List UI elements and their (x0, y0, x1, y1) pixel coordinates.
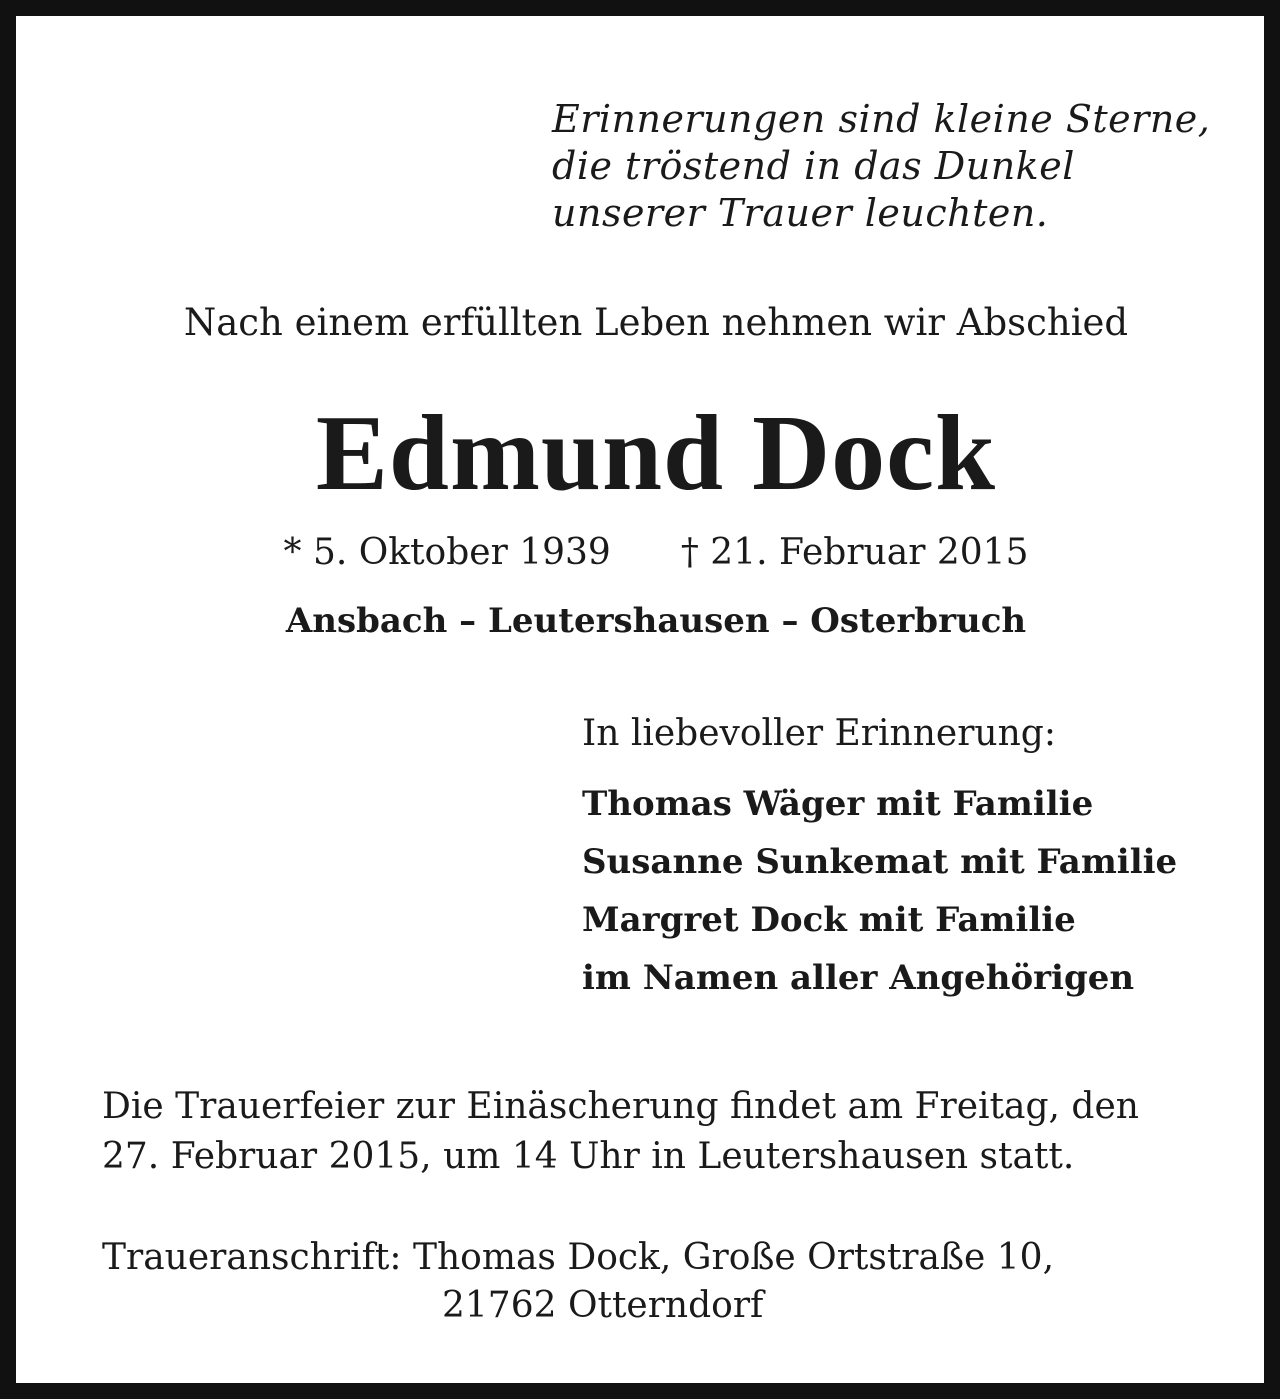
quote-line: Erinnerungen sind kleine Sterne, (552, 97, 1211, 141)
quote-line: die tröstend in das Dunkel (552, 144, 1075, 188)
farewell-intro: Nach einem erfüllten Leben nehmen wir Abschied (183, 301, 1129, 344)
ceremony-line: Die Trauerfeier zur Einäscherung findet am Freitag, den (102, 1086, 1139, 1127)
mourner-entry: im Namen aller Angehörigen (582, 958, 1135, 998)
mourners-list (582, 775, 1177, 1007)
address-label: Traueranschrift: (102, 1237, 402, 1278)
deceased-name: Edmund Dock (315, 394, 997, 513)
address-line-2: 21762 Otterndorf (442, 1285, 764, 1326)
birth-date: * 5. Oktober 1939 (283, 532, 611, 573)
death-date: † 21. Februar 2015 (680, 532, 1029, 573)
memorial-quote (552, 96, 1210, 237)
mourner-entry: Margret Dock mit Familie (582, 900, 1076, 940)
quote-line: unserer Trauer leuchten. (552, 191, 1049, 235)
places-of-life: Ansbach – Leutershausen – Osterbruch (285, 601, 1027, 641)
ceremony-details (102, 1082, 1139, 1182)
mourner-entry: Thomas Wäger mit Familie (582, 784, 1094, 824)
address-line-1: Thomas Dock, Große Ortstraße 10, (412, 1237, 1055, 1278)
memory-heading: In liebevoller Erinnerung: (582, 713, 1056, 754)
life-dates (16, 530, 1280, 576)
mourner-entry: Susanne Sunkemat mit Familie (582, 842, 1178, 882)
ceremony-line: 27. Februar 2015, um 14 Uhr in Leutershausen statt. (102, 1136, 1075, 1177)
mourning-address (102, 1234, 1054, 1330)
